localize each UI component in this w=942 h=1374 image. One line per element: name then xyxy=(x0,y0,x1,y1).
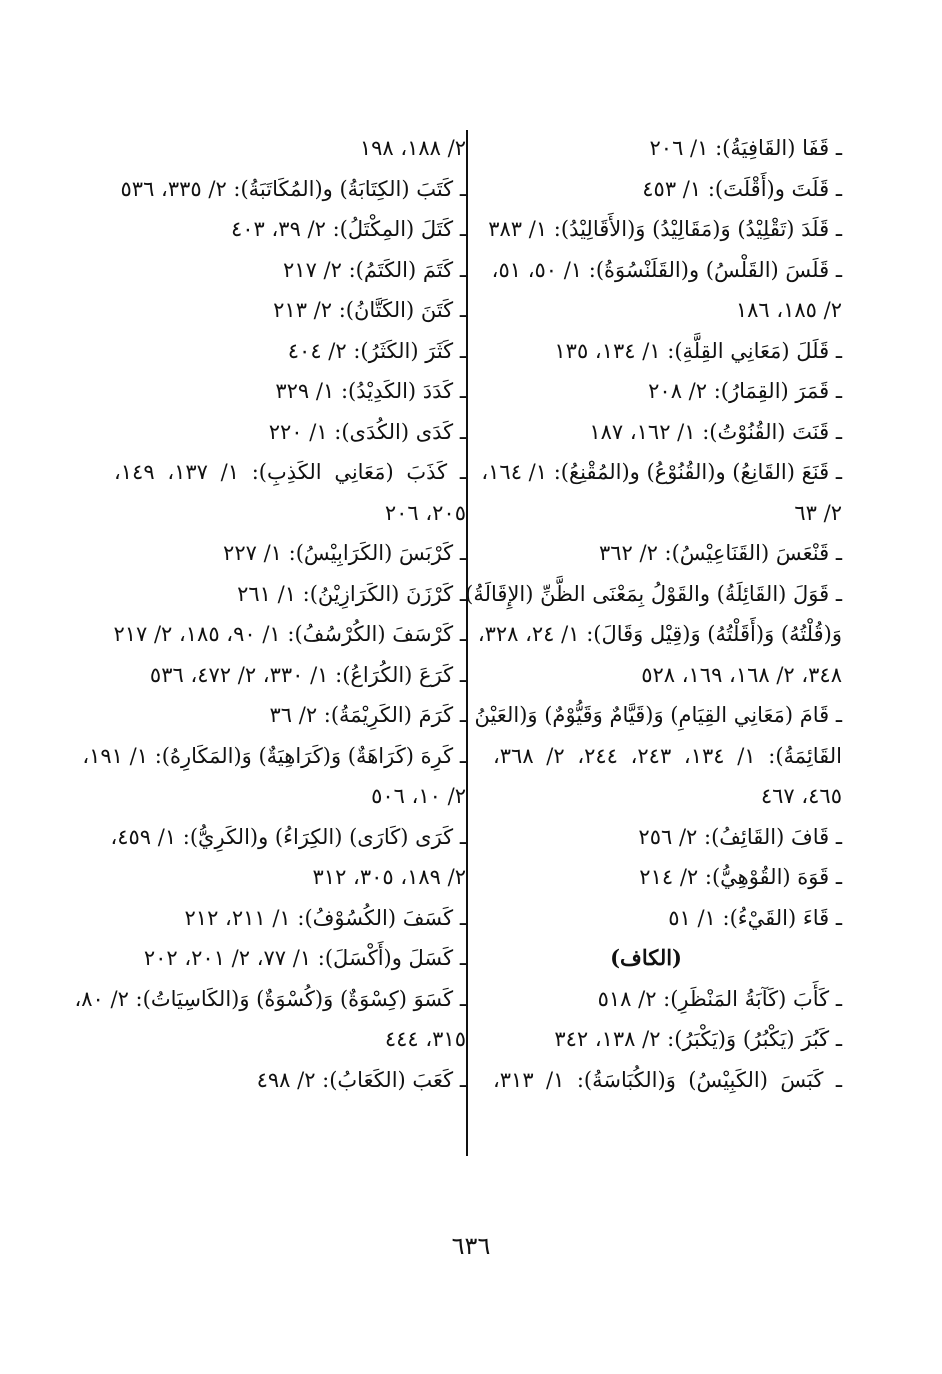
index-entry: ـ كَتَمَ (الكَتَمُ): ٢/ ٢١٧ xyxy=(283,257,466,282)
index-entry: ـ قَمَرَ (القِمَارُ): ٢/ ٢٠٨ xyxy=(648,379,842,403)
index-entry: ـ كَسَفَ (الكُسُوْفُ): ١/ ٢١١، ٢١٢ xyxy=(184,905,466,930)
index-entry-continuation: ٣٤٨، ٢/ ١٦٨، ١٦٩، ٥٢٨ xyxy=(641,662,842,687)
index-entry: ـ كَدَى (الكُدَى): ١/ ٢٢٠ xyxy=(268,419,466,444)
index-entry: ـ كَرْزَنَ (الكَرَازِيْنُ): ١/ ٢٦١ xyxy=(237,581,466,606)
index-entry-continuation: ٢/ ١٨٥، ١٨٦ xyxy=(735,298,842,322)
page-number: ٦٣٦ xyxy=(451,1232,491,1260)
index-entry: ـ كَتَلَ (المِكْتَلُ): ٢/ ٣٩، ٤٠٣ xyxy=(231,217,466,241)
index-entry-continuation: ٣١٥، ٤٤٤ xyxy=(384,1027,466,1051)
index-entry: ـ كَبُرَ (يَكْبُرُ) وَ(يَكْبَرُ): ٢/ ١٣٨، ٣٤٢ xyxy=(554,1027,842,1051)
index-entry-continuation: القَائِمَةُ): ١/ ١٣٤، ٢٤٣، ٢٤٤، ٢/ ٣٦٨، xyxy=(493,743,843,768)
index-entry: ـ كَذَبَ (مَعَانِي الكَذِبِ): ١/ ١٣٧، ١٤٩، xyxy=(114,460,466,484)
index-entry: ـ كَرْسَفَ (الكُرْسُفُ): ١/ ٩٠، ١٨٥، ٢/ ٢١٧ xyxy=(113,622,466,646)
index-entry-continuation: ٢/ ١٠، ٥٠٦ xyxy=(371,784,466,808)
index-entry: ـ قَنَعَ (القَانِعُ) و(القُنُوْعُ) و(المُقْنِعُ): ١/ ١٦٤، xyxy=(481,460,842,484)
index-entry-continuation: ٤٦٥، ٤٦٧ xyxy=(760,784,842,808)
index-entry: ـ كَتَنَ (الكَتَّانُ): ٢/ ٢١٣ xyxy=(273,298,466,322)
index-entry: ـ كَرَى (كَارَى) (الكِرَاءُ) و(الكَرِيُّ): ١/ ٤٥٩، xyxy=(110,824,466,849)
index-entry-continuation: ٢/ ١٨٩، ٣٠٥، ٣١٢ xyxy=(312,865,466,889)
index-entry: ـ كَرْبَسَ (الكَرَابِيْسُ): ١/ ٢٢٧ xyxy=(223,541,466,565)
index-entry: ـ قَفَا (القَافِيَةُ): ١/ ٢٠٦ xyxy=(649,136,842,160)
index-entry: ـ قَلَسَ (القَلْسُ) و(القَلَنْسُوَةُ): ١/ ٥٠، ٥١، xyxy=(491,257,842,282)
index-entry-continuation: وَ(قُلْتُهُ) وَ(أَقَلْتُهُ) وَ(قِيْل وَقَالَ): ١/ ٢٤، ٣٢٨، xyxy=(477,622,842,646)
index-entry: ـ كَدَدَ (الكَدِيْدُ): ١/ ٣٢٩ xyxy=(275,379,466,403)
index-entry: ـ قَوَلَ (القَائِلَةُ) والقَوْلُ بِمَعْنَى الظَّنِّ (الإِقَالَةُ) xyxy=(465,581,842,606)
index-entry: ـ قَنَتَ (القُنُوْتُ): ١/ ١٦٢، ١٨٧ xyxy=(589,419,842,444)
index-entry: ـ قَامَ (مَعَانِي القِيَامِ) وَ(قَيَّامٌ وَقَيُّوْمٌ) وَ(العَيْنُ xyxy=(474,703,842,727)
index-entry: ـ كَرِهَ (كَرَاهَةٌ) وَ(كَرَاهِيَةٌ) وَ(المَكَارِهُ): ١/ ١٩١، xyxy=(82,743,466,768)
index-entry-continuation: ٢٠٥، ٢٠٦ xyxy=(384,500,466,525)
index-column-left xyxy=(74,128,466,1100)
index-entry: ـ قَوَهَ (القُوْهِيُّ): ٢/ ٢١٤ xyxy=(639,865,842,889)
index-entry: ـ كَسَوَ (كِسْوَةٌ) وَ(كُسْوَةٌ) وَ(الكَاسِيَاتُ): ٢/ ٨٠، xyxy=(74,986,466,1011)
index-entry-continuation: ٢/ ١٨٨، ١٩٨ xyxy=(359,136,466,160)
index-entry: ـ قَلَلَ (مَعَانِي القِلَّةِ): ١/ ١٣٤، ١٣٥ xyxy=(554,338,842,363)
index-entry: ـ قَلَتَ و(أَقْلَتَ): ١/ ٤٥٣ xyxy=(642,176,842,201)
index-entry: ـ قَاءَ (القَيْءُ): ١/ ٥١ xyxy=(668,905,842,930)
index-entry: ـ كَرَعَ (الكُرَاعُ): ١/ ٣٣٠، ٢/ ٤٧٢، ٥٣٦ xyxy=(149,662,466,687)
index-entry: ـ قَنْعَسَ (القَنَاعِيْسُ): ٢/ ٣٦٢ xyxy=(598,541,842,565)
index-entry: ـ قَافَ (القَائِفُ): ٢/ ٢٥٦ xyxy=(638,824,842,849)
section-heading: (الكاف) xyxy=(610,945,682,970)
index-entry: ـ كَبَسَ (الكَبِيْسُ) وَ(الكُبَاسَةُ): ١/ ٣١٣، xyxy=(493,1067,842,1092)
index-entry: ـ كَرَمَ (الكَرِيْمَةُ): ٢/ ٣٦ xyxy=(269,703,466,727)
index-entry: ـ كَثَرَ (الكَثَرُ): ٢/ ٤٠٤ xyxy=(287,338,466,363)
index-entry: ـ قَلَدَ (تَقْلِيْدُ) وَ(مَقَالِيْدُ) وَ(الأَقَالِيْدُ): ١/ ٣٨٣ xyxy=(488,217,842,241)
index-entry: ـ كَأَبَ (كَآبَةُ المَنْظَرِ): ٢/ ٥١٨ xyxy=(597,986,842,1011)
index-column-right xyxy=(465,128,843,1100)
index-entry: ـ كَعَبَ (الكَعَابُ): ٢/ ٤٩٨ xyxy=(256,1067,466,1092)
index-entry: ـ كَتَبَ (الكِتَابَةُ) و(المُكَاتَبَةُ): ٢/ ٣٣٥، ٥٣٦ xyxy=(120,176,466,201)
index-entry-continuation: ٢/ ٦٣ xyxy=(794,500,842,525)
column-divider xyxy=(466,130,468,1156)
index-entry: ـ كَسَلَ و(أَكْسَلَ): ١/ ٧٧، ٢/ ٢٠١، ٢٠٢ xyxy=(143,946,466,970)
